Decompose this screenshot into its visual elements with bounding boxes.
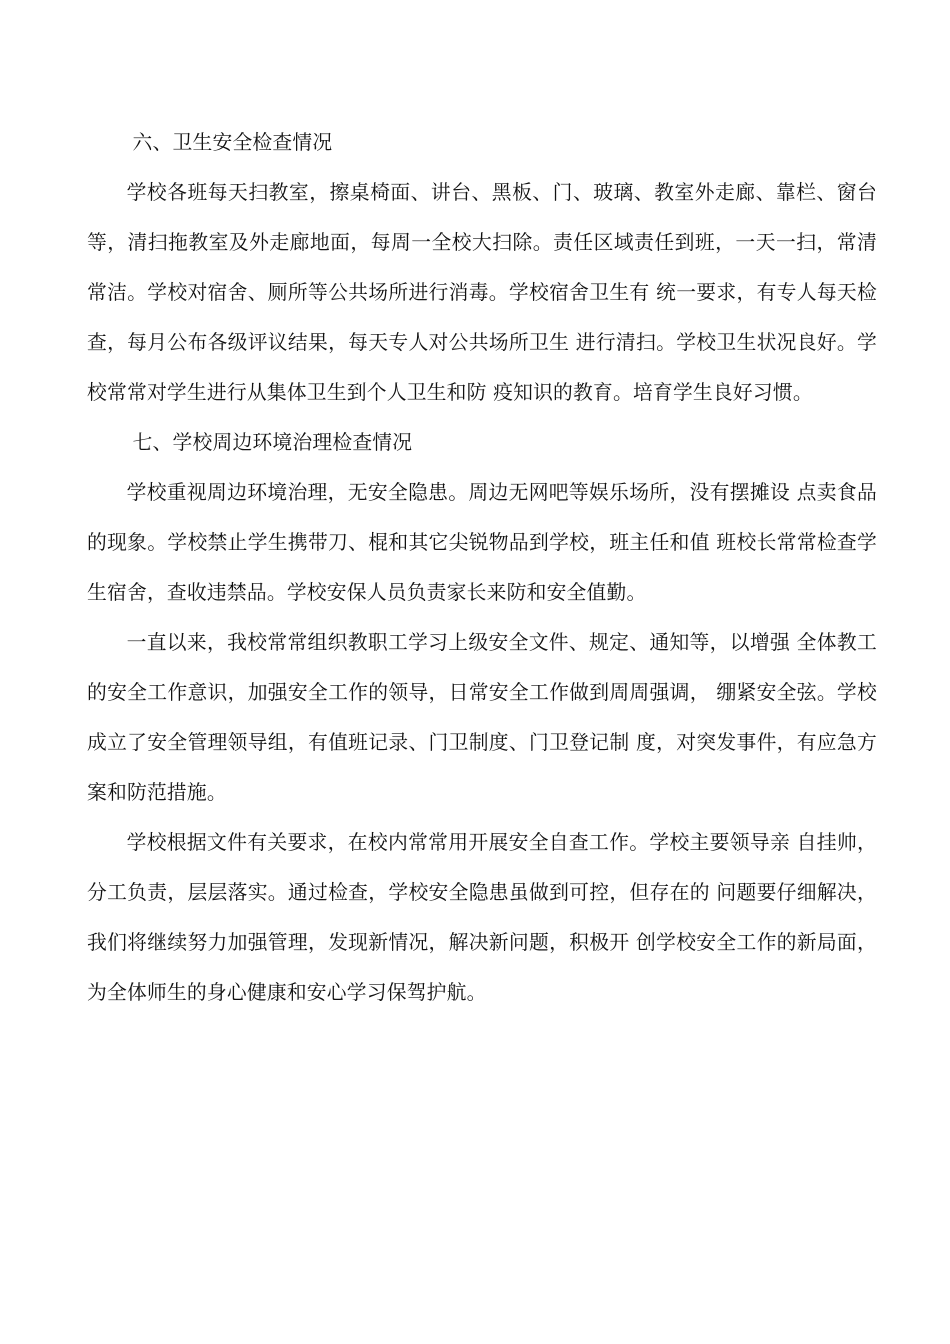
paragraph-hygiene: 学校各班每天扫教室，擦桌椅面、讲台、黑板、门、玻璃、教室外走廊、靠栏、窗台等，清扫拖教室及外走廊地面，每周一全校大扫除。责任区域责任到班，一天一扫，常清常洁。学校对宿舍、厕所等公共场所进行消毒。学校宿舍卫生有 统一要求，有专人每天检查，每月公布各级评议结果，每天专人对公共场所卫生 进行清扫。学校卫生状况良好。学校常常对学生进行从集体卫生到个人卫生和防 疫知识的教育。培育学生良好习惯。 [87,181,877,404]
paragraph-self-inspection: 学校根据文件有关要求，在校内常常用开展安全自查工作。学校主要领导亲 自挂帅，分工负责，层层落实。通过检查，学校安全隐患虽做到可控，但存在的 问题要仔细解决，我们将继续努力加强管理，发现新情况，解决新问题，积极开 创学校安全工作的新局面，为全体师生的身心健康和安心学习保驾护航。 [87,831,877,1004]
paragraph-safety-awareness: 一直以来，我校常常组织教职工学习上级安全文件、规定、通知等，以增强 全体教工的安全工作意识，加强安全工作的领导，日常安全工作做到周周强调， 绷紧安全弦。学校成立了安全管理领导组，有值班记录、门卫制度、门卫登记制 度，对突发事件，有应急方案和防范措施。 [87,631,877,804]
section-heading-environment: 七、学校周边环境治理检查情况 [132,431,413,454]
paragraph-environment: 学校重视周边环境治理，无安全隐患。周边无网吧等娱乐场所，没有摆摊设 点卖食品的现象。学校禁止学生携带刀、棍和其它尖锐物品到学校，班主任和值 班校长常常检查学生宿舍，查收违禁品。学校安保人员负责家长来防和安全值勤。 [87,481,877,604]
document-page [87,118,877,1018]
section-heading-hygiene: 六、卫生安全检查情况 [132,131,333,154]
